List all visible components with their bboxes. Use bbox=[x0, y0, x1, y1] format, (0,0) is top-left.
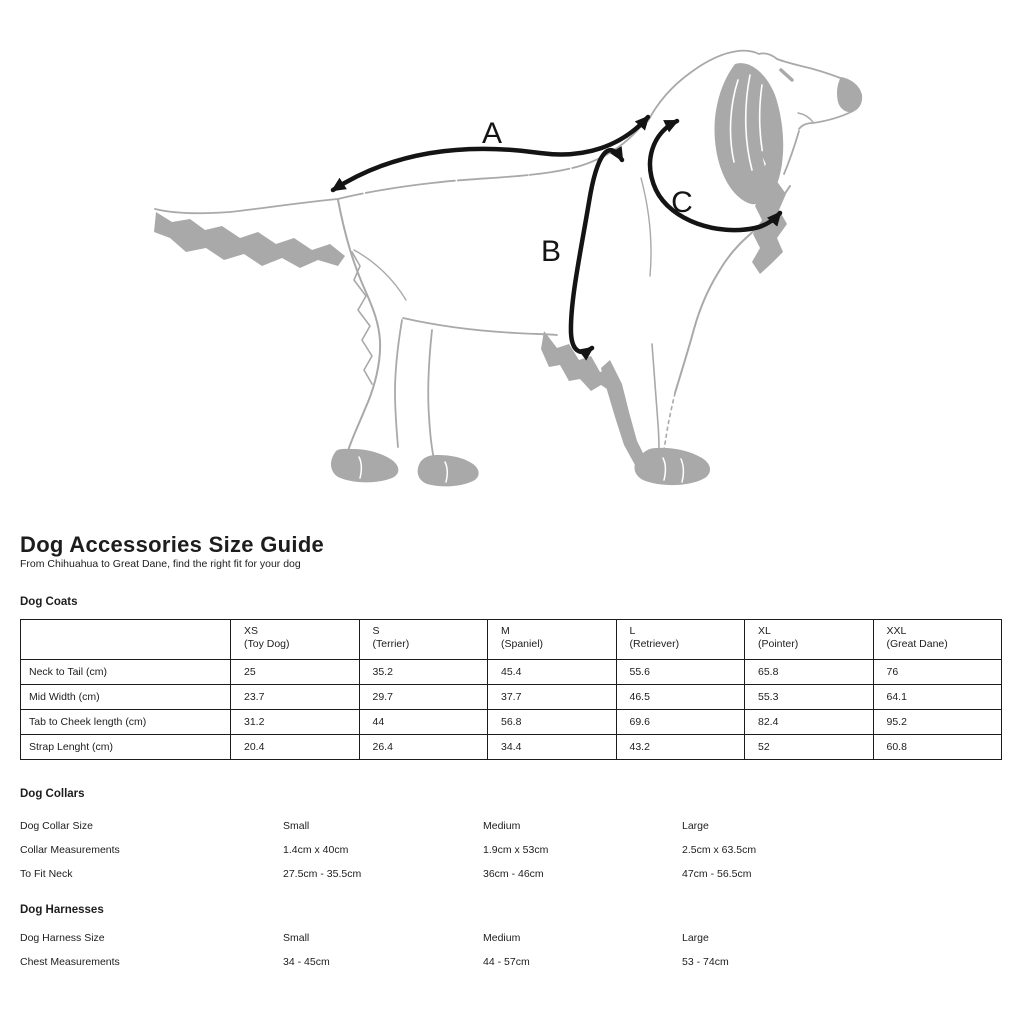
spec-value: 47cm - 56.5cm bbox=[682, 868, 752, 880]
section-dog-harnesses bbox=[20, 904, 1004, 974]
measurement-label-a: A bbox=[481, 117, 503, 150]
measurement-arrow-b bbox=[571, 150, 622, 352]
coats-value-cell: 45.4 bbox=[488, 660, 617, 685]
coats-value-cell: 37.7 bbox=[488, 685, 617, 710]
spec-value: Small bbox=[283, 932, 310, 944]
dog-tail-feathers bbox=[154, 212, 345, 268]
coats-value-cell: 20.4 bbox=[231, 735, 360, 760]
spec-value: 36cm - 46cm bbox=[483, 868, 544, 880]
coats-value-cell: 25 bbox=[231, 660, 360, 685]
coats-size-header bbox=[359, 620, 488, 660]
spec-row-label: Collar Measurements bbox=[20, 844, 120, 856]
coats-size-breed: (Terrier) bbox=[372, 638, 410, 650]
spec-value: Large bbox=[682, 932, 709, 944]
spec-value: Small bbox=[283, 820, 310, 832]
dog-hindleg-outline bbox=[338, 200, 380, 451]
spec-row bbox=[20, 838, 1004, 862]
spec-row-label: Dog Harness Size bbox=[20, 932, 105, 944]
coats-value-cell: 35.2 bbox=[359, 660, 488, 685]
section-dog-collars bbox=[20, 788, 1004, 886]
coats-size-header bbox=[488, 620, 617, 660]
spec-value: Large bbox=[682, 820, 709, 832]
coats-value-cell: 46.5 bbox=[616, 685, 745, 710]
coats-value-cell: 55.3 bbox=[745, 685, 874, 710]
table-row bbox=[21, 710, 1002, 735]
coats-value-cell: 76 bbox=[873, 660, 1002, 685]
coats-value-cell: 52 bbox=[745, 735, 874, 760]
size-guide-content bbox=[0, 534, 1024, 974]
coats-size-abbr: S bbox=[372, 625, 380, 637]
dog-thigh-line bbox=[354, 250, 406, 300]
coats-heading: Dog Coats bbox=[20, 596, 78, 608]
spec-row bbox=[20, 814, 1004, 838]
coats-value-cell: 60.8 bbox=[873, 735, 1002, 760]
spec-row bbox=[20, 950, 1004, 974]
section-dog-coats bbox=[20, 596, 1004, 760]
dog-hind-paw-near bbox=[331, 449, 398, 483]
dog-frontleg-feathers bbox=[601, 360, 646, 465]
coats-size-abbr: XL bbox=[758, 625, 771, 637]
spec-row-label: Dog Collar Size bbox=[20, 820, 93, 832]
measurement-label-c: C bbox=[671, 186, 693, 219]
coats-size-abbr: L bbox=[629, 625, 636, 637]
dog-hindleg-inner bbox=[395, 320, 402, 447]
collars-heading: Dog Collars bbox=[20, 788, 85, 800]
coats-row-label: Mid Width (cm) bbox=[21, 685, 231, 710]
coats-row-label: Neck to Tail (cm) bbox=[21, 660, 231, 685]
coats-size-breed: (Pointer) bbox=[758, 638, 799, 650]
spec-value: 34 - 45cm bbox=[283, 956, 330, 968]
coats-header-row bbox=[21, 620, 1002, 660]
dog-illustration bbox=[154, 51, 862, 487]
collars-rows bbox=[20, 814, 1004, 886]
dog-tail-outline bbox=[155, 199, 338, 213]
harnesses-rows bbox=[20, 926, 1004, 974]
table-row bbox=[21, 735, 1002, 760]
coats-value-cell: 82.4 bbox=[745, 710, 874, 735]
coats-value-cell: 55.6 bbox=[616, 660, 745, 685]
coats-value-cell: 95.2 bbox=[873, 710, 1002, 735]
coats-value-cell: 69.6 bbox=[616, 710, 745, 735]
spec-value: 27.5cm - 35.5cm bbox=[283, 868, 362, 880]
coats-value-cell: 43.2 bbox=[616, 735, 745, 760]
spec-row-label: To Fit Neck bbox=[20, 868, 73, 880]
dog-neck-front bbox=[784, 131, 799, 174]
coats-size-header bbox=[231, 620, 360, 660]
dog-hind-paw-far bbox=[418, 455, 479, 486]
dog-shoulder-line bbox=[641, 178, 651, 276]
dog-frontleg-rear bbox=[652, 344, 659, 451]
coats-table bbox=[20, 619, 1002, 760]
page-title: Dog Accessories Size Guide bbox=[20, 532, 325, 557]
dog-belly-outline bbox=[403, 318, 557, 335]
dog-hindleg-far bbox=[428, 330, 434, 459]
table-row bbox=[21, 685, 1002, 710]
coats-row-label: Tab to Cheek length (cm) bbox=[21, 710, 231, 735]
coats-size-abbr: M bbox=[501, 625, 510, 637]
coats-value-cell: 29.7 bbox=[359, 685, 488, 710]
coats-value-cell: 65.8 bbox=[745, 660, 874, 685]
coats-size-breed: (Spaniel) bbox=[501, 638, 544, 650]
page-subtitle: From Chihuahua to Great Dane, find the right fit for your dog bbox=[20, 558, 301, 570]
coats-size-breed: (Retriever) bbox=[629, 638, 680, 650]
spec-value: Medium bbox=[483, 820, 521, 832]
coats-size-header bbox=[873, 620, 1002, 660]
dog-hindleg-fur bbox=[352, 252, 372, 384]
coats-size-header bbox=[616, 620, 745, 660]
spec-value: 53 - 74cm bbox=[682, 956, 729, 968]
dog-front-paw bbox=[634, 448, 710, 485]
coats-value-cell: 31.2 bbox=[231, 710, 360, 735]
measurement-label-b: B bbox=[540, 235, 562, 268]
coats-size-abbr: XXL bbox=[886, 625, 907, 637]
coats-size-breed: (Great Dane) bbox=[886, 638, 948, 650]
coats-row-label: Strap Lenght (cm) bbox=[21, 735, 231, 760]
dog-mouth-line bbox=[798, 113, 813, 122]
coats-value-cell: 23.7 bbox=[231, 685, 360, 710]
measurement-arrows bbox=[333, 117, 780, 352]
coats-value-cell: 26.4 bbox=[359, 735, 488, 760]
dog-nose bbox=[837, 77, 862, 112]
coats-value-cell: 64.1 bbox=[873, 685, 1002, 710]
coats-size-abbr: XS bbox=[244, 625, 259, 637]
coats-value-cell: 56.8 bbox=[488, 710, 617, 735]
spec-value: 1.4cm x 40cm bbox=[283, 844, 349, 856]
spec-row-label: Chest Measurements bbox=[20, 956, 120, 968]
spec-row bbox=[20, 926, 1004, 950]
spec-value: 1.9cm x 53cm bbox=[483, 844, 549, 856]
dog-muzzle-bottom bbox=[799, 111, 853, 129]
table-row bbox=[21, 660, 1002, 685]
coats-value-cell: 44 bbox=[359, 710, 488, 735]
dog-chest-fade bbox=[664, 393, 675, 449]
coats-corner-cell bbox=[21, 620, 231, 660]
dog-eye bbox=[781, 70, 792, 80]
spec-row bbox=[20, 862, 1004, 886]
spec-value: 44 - 57cm bbox=[483, 956, 530, 968]
coats-value-cell: 34.4 bbox=[488, 735, 617, 760]
coats-size-header bbox=[745, 620, 874, 660]
spec-value: 2.5cm x 63.5cm bbox=[682, 844, 757, 856]
coats-size-breed: (Toy Dog) bbox=[244, 638, 290, 650]
harnesses-heading: Dog Harnesses bbox=[20, 904, 104, 916]
spec-value: Medium bbox=[483, 932, 521, 944]
